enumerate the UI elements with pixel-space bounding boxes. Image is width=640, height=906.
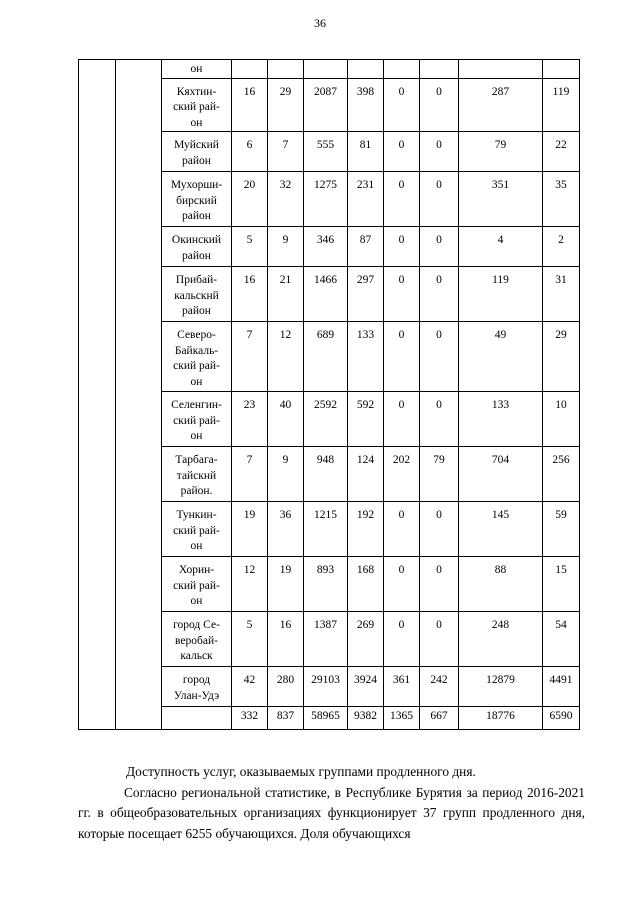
- empty-cell: [162, 707, 232, 730]
- value-cell: 119: [543, 78, 580, 132]
- value-cell: 0: [420, 172, 459, 227]
- value-cell: 893: [304, 557, 348, 612]
- district-name: Тункин- ский рай- он: [162, 502, 232, 557]
- value-cell: 7: [268, 132, 304, 172]
- district-name: Кяхтин- ский рай- он: [162, 78, 232, 132]
- district-name: Прибай- кальскнй район: [162, 267, 232, 322]
- value-cell: 269: [348, 612, 384, 667]
- value-cell: 79: [420, 447, 459, 502]
- value-cell: 5: [232, 612, 268, 667]
- value-cell: 0: [384, 392, 420, 447]
- value-cell: 119: [459, 267, 543, 322]
- empty-cell-col2: [116, 60, 162, 730]
- value-cell: 361: [384, 667, 420, 707]
- value-cell: 2592: [304, 392, 348, 447]
- total-cell: 1365: [384, 707, 420, 730]
- value-cell: 32: [268, 172, 304, 227]
- value-cell: 54: [543, 612, 580, 667]
- value-cell: 0: [420, 322, 459, 392]
- value-cell: 555: [304, 132, 348, 172]
- value-cell: 3924: [348, 667, 384, 707]
- value-cell: 1275: [304, 172, 348, 227]
- empty-cell: [384, 60, 420, 79]
- value-cell: 15: [543, 557, 580, 612]
- value-cell: 23: [232, 392, 268, 447]
- value-cell: 9: [268, 447, 304, 502]
- value-cell: 20: [232, 172, 268, 227]
- value-cell: 0: [384, 78, 420, 132]
- value-cell: 1387: [304, 612, 348, 667]
- value-cell: 133: [459, 392, 543, 447]
- value-cell: 81: [348, 132, 384, 172]
- district-name: Муйский район: [162, 132, 232, 172]
- value-cell: 248: [459, 612, 543, 667]
- value-cell: 19: [268, 557, 304, 612]
- value-cell: 22: [543, 132, 580, 172]
- value-cell: 19: [232, 502, 268, 557]
- empty-cell: [232, 60, 268, 79]
- empty-cell: [543, 60, 580, 79]
- value-cell: 29: [268, 78, 304, 132]
- body-text: [78, 762, 585, 844]
- table-row-continuation: [79, 60, 580, 79]
- district-name-fragment: он: [162, 60, 232, 79]
- section-heading: Доступность услуг, оказываемых группами продленного дня.: [126, 764, 476, 779]
- value-cell: 242: [420, 667, 459, 707]
- value-cell: 145: [459, 502, 543, 557]
- value-cell: 49: [459, 322, 543, 392]
- value-cell: 4491: [543, 667, 580, 707]
- value-cell: 87: [348, 227, 384, 267]
- value-cell: 398: [348, 78, 384, 132]
- value-cell: 0: [384, 502, 420, 557]
- total-cell: 6590: [543, 707, 580, 730]
- value-cell: 79: [459, 132, 543, 172]
- value-cell: 0: [384, 227, 420, 267]
- value-cell: 29103: [304, 667, 348, 707]
- value-cell: 40: [268, 392, 304, 447]
- value-cell: 12: [232, 557, 268, 612]
- value-cell: 35: [543, 172, 580, 227]
- value-cell: 6: [232, 132, 268, 172]
- value-cell: 21: [268, 267, 304, 322]
- empty-cell: [348, 60, 384, 79]
- page-number: 36: [314, 16, 326, 30]
- value-cell: 256: [543, 447, 580, 502]
- value-cell: 7: [232, 322, 268, 392]
- empty-cell: [304, 60, 348, 79]
- value-cell: 16: [232, 267, 268, 322]
- value-cell: 16: [232, 78, 268, 132]
- value-cell: 0: [420, 557, 459, 612]
- empty-cell-col1: [79, 60, 116, 730]
- value-cell: 0: [384, 267, 420, 322]
- value-cell: 0: [384, 172, 420, 227]
- value-cell: 231: [348, 172, 384, 227]
- value-cell: 346: [304, 227, 348, 267]
- value-cell: 42: [232, 667, 268, 707]
- value-cell: 59: [543, 502, 580, 557]
- value-cell: 168: [348, 557, 384, 612]
- district-name: Селенгин- ский рай- он: [162, 392, 232, 447]
- value-cell: 297: [348, 267, 384, 322]
- value-cell: 10: [543, 392, 580, 447]
- value-cell: 9: [268, 227, 304, 267]
- district-name: Тарбага- тайскнй район.: [162, 447, 232, 502]
- district-name: Хорин- ский рай- он: [162, 557, 232, 612]
- value-cell: 0: [420, 502, 459, 557]
- total-cell: 18776: [459, 707, 543, 730]
- value-cell: 36: [268, 502, 304, 557]
- value-cell: 16: [268, 612, 304, 667]
- statistics-table: [78, 59, 580, 730]
- total-cell: 9382: [348, 707, 384, 730]
- value-cell: 202: [384, 447, 420, 502]
- value-cell: 7: [232, 447, 268, 502]
- total-cell: 837: [268, 707, 304, 730]
- value-cell: 287: [459, 78, 543, 132]
- total-cell: 332: [232, 707, 268, 730]
- value-cell: 133: [348, 322, 384, 392]
- value-cell: 0: [384, 132, 420, 172]
- value-cell: 592: [348, 392, 384, 447]
- empty-cell: [268, 60, 304, 79]
- empty-cell: [459, 60, 543, 79]
- value-cell: 0: [420, 227, 459, 267]
- value-cell: 351: [459, 172, 543, 227]
- value-cell: 12: [268, 322, 304, 392]
- value-cell: 704: [459, 447, 543, 502]
- district-name: город Се- веробай- кальск: [162, 612, 232, 667]
- total-cell: 58965: [304, 707, 348, 730]
- value-cell: 4: [459, 227, 543, 267]
- value-cell: 124: [348, 447, 384, 502]
- value-cell: 12879: [459, 667, 543, 707]
- total-cell: 667: [420, 707, 459, 730]
- district-name: Мухорши- бирский район: [162, 172, 232, 227]
- value-cell: 5: [232, 227, 268, 267]
- value-cell: 192: [348, 502, 384, 557]
- value-cell: 0: [420, 267, 459, 322]
- empty-cell: [420, 60, 459, 79]
- value-cell: 2: [543, 227, 580, 267]
- value-cell: 280: [268, 667, 304, 707]
- value-cell: 88: [459, 557, 543, 612]
- value-cell: 31: [543, 267, 580, 322]
- district-name: Окинский район: [162, 227, 232, 267]
- value-cell: 29: [543, 322, 580, 392]
- body-paragraph: Согласно региональной статистике, в Республике Бурятия за период 2016-2021 гг. в общеобразовательных организациях функционирует 37 групп продленного дня, которые посещает 6255 обучающихся. Доля обучающихся: [78, 784, 585, 841]
- value-cell: 0: [384, 612, 420, 667]
- value-cell: 0: [384, 322, 420, 392]
- value-cell: 2087: [304, 78, 348, 132]
- value-cell: 0: [384, 557, 420, 612]
- value-cell: 1466: [304, 267, 348, 322]
- value-cell: 0: [420, 78, 459, 132]
- district-name: Северо- Байкаль- ский рай- он: [162, 322, 232, 392]
- district-name: город Улан-Удэ: [162, 667, 232, 707]
- value-cell: 948: [304, 447, 348, 502]
- value-cell: 0: [420, 392, 459, 447]
- value-cell: 0: [420, 132, 459, 172]
- value-cell: 0: [420, 612, 459, 667]
- value-cell: 1215: [304, 502, 348, 557]
- value-cell: 689: [304, 322, 348, 392]
